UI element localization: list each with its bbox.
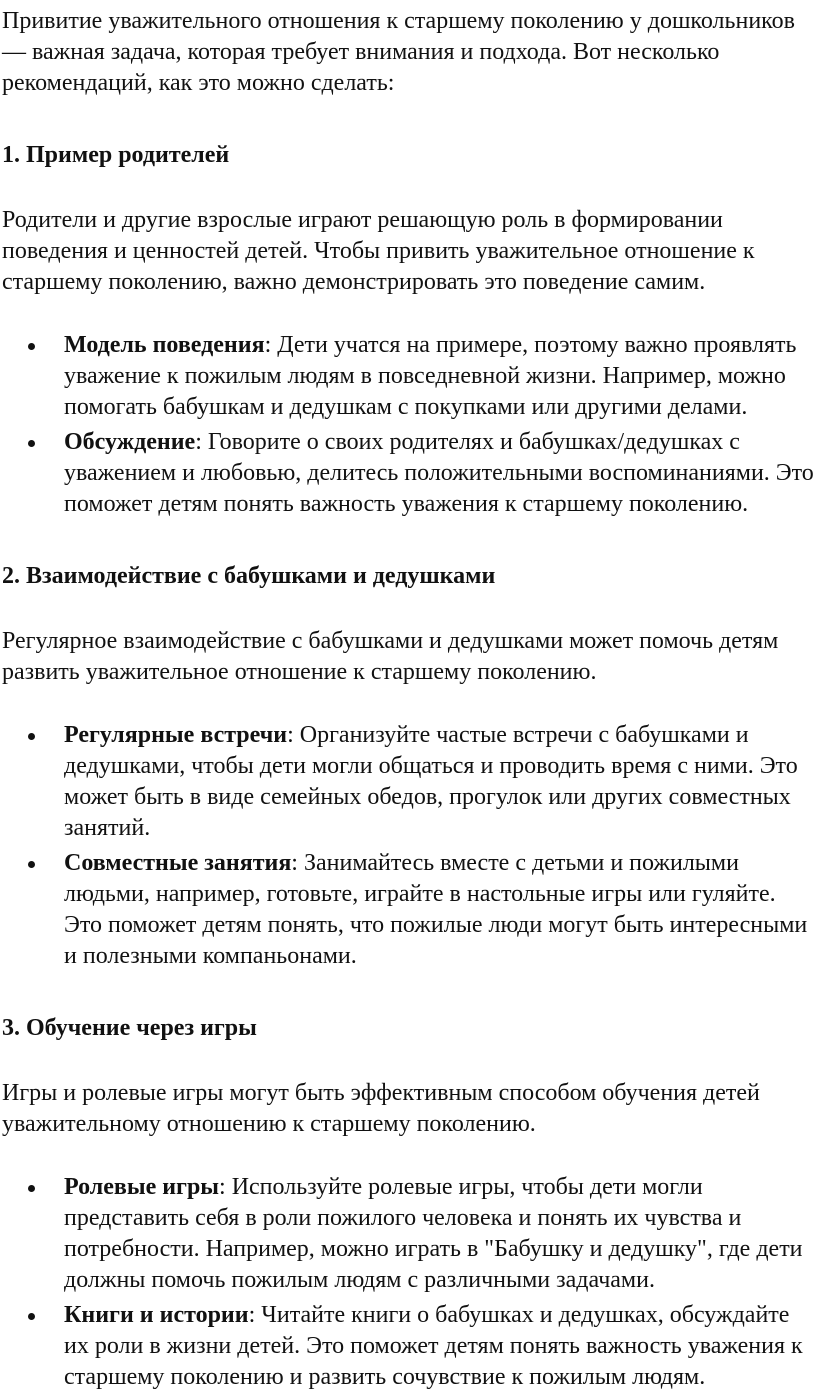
section-heading: 2. Взаимодействие с бабушками и дедушками <box>2 563 496 589</box>
list-item <box>2 848 814 972</box>
section-paragraph: Регулярное взаимодействие с бабушками и дедушками может помочь детям развить уважительное отношение к старшему поколению. <box>2 628 779 685</box>
bullet-list <box>2 330 816 520</box>
section-heading: 1. Пример родителей <box>2 142 230 168</box>
item-term: Модель поведения <box>64 332 265 358</box>
item-text: : Используйте ролевые игры, чтобы дети могли представить себя в роли пожилого человека и понять их чувства и потребности. Например, можно играть в "Бабушку и дедушку", где дети должны помочь пожилым людям с различными задачами. <box>64 1174 803 1293</box>
item-term: Регулярные встречи <box>64 722 288 748</box>
item-text: : Дети учатся на примере, поэтому важно проявлять уважение к пожилым людям в повседневной жизни. Например, можно помогать бабушкам и дедушкам с покупками или другими делами. <box>64 332 797 420</box>
item-term: Книги и истории <box>64 1302 249 1328</box>
intro-paragraph: Привитие уважительного отношения к старшему поколению у дошкольников — важная задача, которая требует внимания и подхода. Вот несколько рекомендаций, как это можно сделать: <box>2 8 795 96</box>
item-term: Обсуждение <box>64 429 196 455</box>
item-text: : Говорите о своих родителях и бабушках/дедушках с уважением и любовью, делитесь положительными воспоминаниями. Это поможет детям понять важность уважения к старшему поколению. <box>64 429 814 517</box>
bullet-dot-icon <box>28 1185 35 1192</box>
list-item <box>2 427 814 520</box>
bullet-dot-icon <box>28 440 35 447</box>
item-term: Совместные занятия <box>64 850 292 876</box>
item-text: : Организуйте частые встречи с бабушками и дедушками, чтобы дети могли общаться и проводить время с ними. Это может быть в виде семейных обедов, прогулок или других совместных занятий. <box>64 722 798 841</box>
bullet-dot-icon <box>28 861 35 868</box>
bullet-dot-icon <box>28 343 35 350</box>
bullet-dot-icon <box>28 733 35 740</box>
list-item <box>2 1300 814 1393</box>
list-item <box>2 720 814 844</box>
item-text: : Занимайтесь вместе с детьми и пожилыми людьми, например, готовьте, играйте в настольные игры или гуляйте. Это поможет детям понять, что пожилые люди могут быть интересными и полезными компаньонами. <box>64 850 808 969</box>
bullet-dot-icon <box>28 1313 35 1320</box>
item-text: : Читайте книги о бабушках и дедушках, обсуждайте их роли в жизни детей. Это поможет детям понять важность уважения к старшему поколению и развить сочувствие к пожилым людям. <box>64 1302 803 1390</box>
section-1 <box>2 140 816 520</box>
list-item <box>2 330 814 423</box>
bullet-list <box>2 1172 816 1393</box>
section-paragraph: Родители и другие взрослые играют решающую роль в формировании поведения и ценностей детей. Чтобы привить уважительное отношение к старшему поколению, важно демонстрировать это поведение самим. <box>2 207 755 295</box>
bullet-list <box>2 720 816 972</box>
section-paragraph: Игры и ролевые игры могут быть эффективным способом обучения детей уважительному отношению к старшему поколению. <box>2 1080 760 1137</box>
section-3 <box>2 1013 816 1393</box>
item-term: Ролевые игры <box>64 1174 220 1200</box>
section-heading: 3. Обучение через игры <box>2 1015 257 1041</box>
list-item <box>2 1172 814 1296</box>
section-2 <box>2 561 816 972</box>
